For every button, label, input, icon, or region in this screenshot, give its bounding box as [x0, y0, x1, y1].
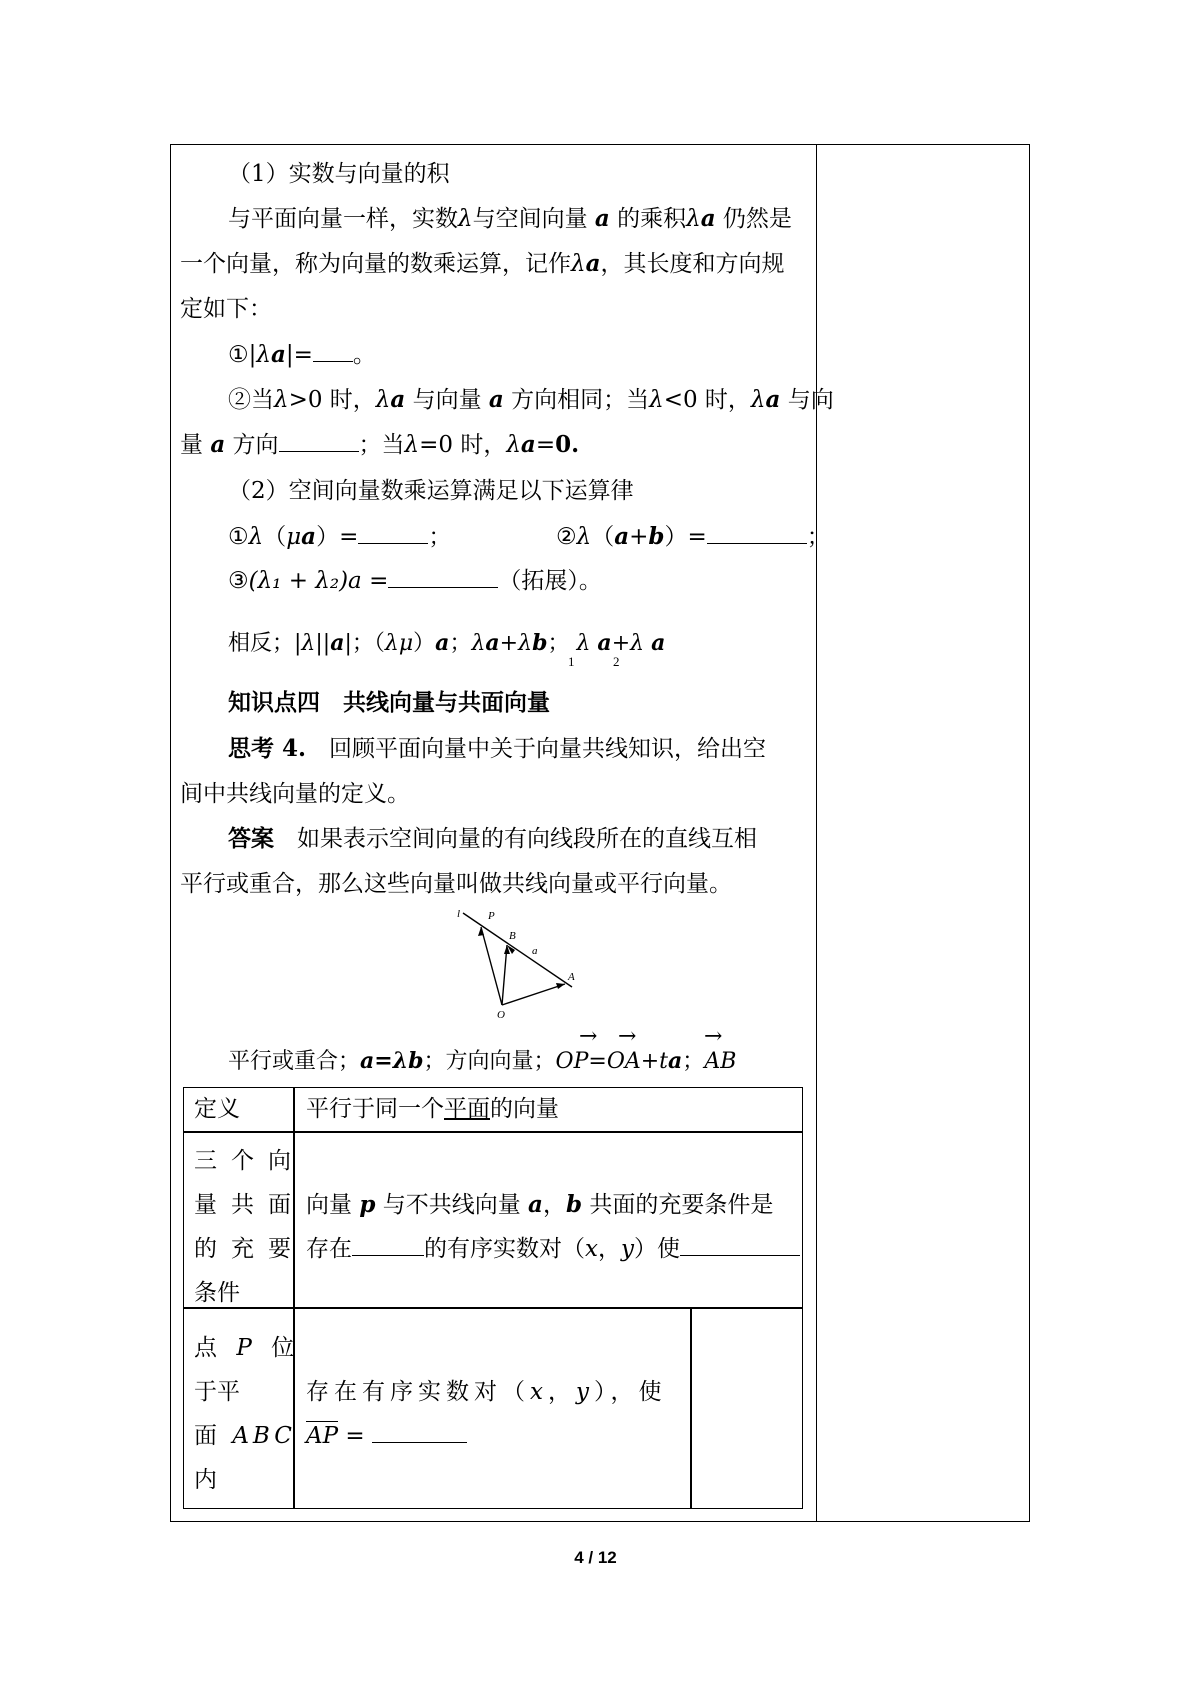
outer-table-divider [816, 144, 817, 1522]
row2-content-line2: 存在 的有序实数对（x，y）使 [306, 1227, 800, 1271]
law-3: ③(λ₁ + λ₂)a = （拓展）。 [228, 568, 602, 594]
answers-line-2: 平行或重合；a=λb；方向向量；OP=OA+ta；AB [228, 1048, 737, 1074]
table-row-divider-2 [183, 1307, 803, 1309]
row2-header-line2: 量共面 [194, 1192, 305, 1218]
blank [279, 431, 359, 452]
blank [352, 1235, 424, 1256]
arrowhead-A [556, 983, 565, 989]
subscript-1: 1 [568, 654, 575, 669]
arrow-OA: → [618, 1024, 637, 1049]
label-B: B [509, 930, 516, 942]
blank [680, 1235, 800, 1256]
label-l: l [457, 908, 461, 920]
collinear-vector-figure [455, 905, 585, 1020]
row2-header-line3: 的充要 [194, 1236, 305, 1262]
arrow-AB: → [704, 1024, 723, 1049]
table-col-divider-2 [690, 1307, 692, 1509]
row1-header: 定义 [194, 1096, 240, 1122]
answer-line1: 答案 如果表示空间向量的有向线段所在的直线互相 [228, 825, 757, 852]
line-l [463, 913, 572, 987]
label-O: O [497, 1009, 505, 1020]
page-number: 4 / 12 [574, 1548, 617, 1567]
section1-paragraph-line1: 与平面向量一样，实数λ与空间向量 a 的乘积λa 仍然是 [228, 205, 792, 232]
label-a: a [532, 945, 538, 957]
answers-line-1: 相反；|λ||a|；（λμ）a；λa+λb； λ a+λ a [228, 630, 666, 656]
segment-OA [502, 984, 565, 1005]
arrowhead-P [478, 927, 484, 936]
label-A: A [568, 971, 575, 983]
row3-header-line3: 面 ABC [194, 1423, 296, 1449]
section1-paragraph-line2: 一个向量，称为向量的数乘运算，记作λa，其长度和方向规 [180, 250, 785, 277]
law-2: ②λ（a+b）= ； [556, 523, 830, 550]
row3-header-line4: 内 [194, 1467, 217, 1493]
blank [707, 523, 807, 544]
arrow-OP: → [579, 1024, 598, 1049]
segment-OP [481, 927, 502, 1005]
section2-heading: （2）空间向量数乘运算满足以下运算律 [228, 478, 634, 504]
blank [388, 567, 498, 588]
subscript-2: 2 [613, 654, 620, 669]
answer-line2: 平行或重合，那么这些向量叫做共线向量或平行向量。 [180, 871, 732, 897]
row3-header-line2: 于平 [194, 1379, 240, 1405]
table-row-divider-1 [183, 1131, 803, 1133]
section1-paragraph-line3: 定如下： [180, 296, 272, 322]
row2-header-line1: 三个向 [194, 1148, 305, 1174]
think-4-line1: 思考 4. 回顾平面向量中关于向量共线知识，给出空 [228, 735, 767, 762]
rule-2-line2: 量 a 方向 ；当λ=0 时，λa=0. [180, 431, 580, 458]
law-1: ①λ（μa）= ； [228, 523, 452, 550]
row3-content-line1: 存在有序实数对（x，y），使 [306, 1379, 667, 1405]
row3-content-line2: AP = [306, 1414, 467, 1458]
blank [358, 523, 428, 544]
section1-heading: （1）实数与向量的积 [228, 161, 450, 187]
blank [372, 1422, 467, 1443]
blank [313, 341, 353, 362]
think-4-line2: 间中共线向量的定义。 [180, 781, 410, 807]
row2-content-line1: 向量 p 与不共线向量 a，b 共面的充要条件是 [306, 1191, 774, 1218]
section3-title: 知识点四 共线向量与共面向量 [228, 689, 550, 716]
rule-1: ①|λa|= 。 [228, 341, 376, 368]
row2-header-line4: 条件 [194, 1280, 240, 1306]
row1-content: 平行于同一个平面的向量 [306, 1096, 559, 1122]
label-P: P [488, 910, 495, 922]
rule-2-line1: ②当λ>0 时，λa 与向量 a 方向相同；当λ<0 时，λa 与向 [228, 386, 834, 413]
row3-header-line1: 点 P 位 [194, 1335, 301, 1361]
